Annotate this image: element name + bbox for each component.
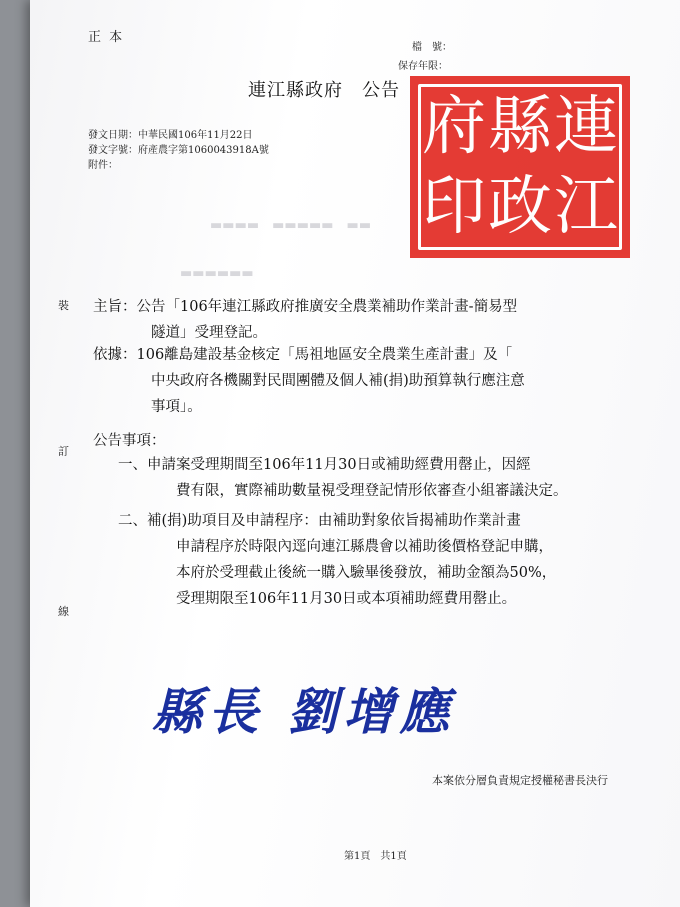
basis-line: 依據：106離島建設基金核定「馬祖地區安全農業生產計畫」及「: [93, 347, 513, 363]
seal-char: 江: [554, 170, 618, 244]
notice-line: 費有限，實際補助數量視受理登記情形依審查小組審議決定。: [176, 483, 568, 499]
document-title: 連江縣政府 公告: [248, 80, 400, 101]
binding-mark-xian: 線: [58, 605, 69, 618]
binding-mark-zhuang: 裝: [58, 299, 69, 312]
notice-line: 一、申請案受理期間至106年11月30日或補助經費用罄止，因經: [118, 457, 531, 473]
seal-char: 連: [554, 90, 618, 164]
notice-line: 本府於受理截止後統一購入驗畢後發放，補助金額為50%，: [176, 565, 557, 581]
notice-line: 受理期限至106年11月30日或本項補助經費用罄止。: [176, 591, 517, 607]
subject-line: 隧道」受理登記。: [151, 325, 267, 341]
binding-mark-ding: 訂: [58, 445, 69, 458]
notice-heading: 公告事項：: [93, 433, 166, 449]
basis-line: 中央政府各機關對民間團體及個人補(捐)助預算執行應注意: [151, 373, 525, 389]
seal-char: 印: [422, 170, 486, 244]
issue-date: 發文日期：中華民國106年11月22日: [88, 130, 253, 141]
basis-section: [93, 342, 653, 420]
magistrate-signature-stamp: 縣長 劉增應: [152, 682, 456, 741]
notice-item-2: [118, 508, 658, 612]
document-number: 發文字號：府產農字第1060043918A號: [88, 145, 269, 156]
bleed-through-text: ▬▬▬▬ ▬▬▬▬▬ ▬▬: [210, 218, 372, 233]
official-seal: [410, 76, 630, 258]
seal-characters: [418, 84, 622, 250]
page-footer: 第1頁 共1頁: [344, 851, 407, 862]
notice-line: 申請程序於時限內逕向連江縣農會以補助後價格登記申購，: [176, 539, 553, 555]
seal-char: 縣: [488, 90, 552, 164]
subject-line: 主旨：公告「106年連江縣政府推廣安全農業補助作業計畫-簡易型: [93, 299, 518, 315]
bleed-through-text: ▬▬▬▬▬▬: [180, 266, 254, 281]
document-page: [30, 0, 680, 907]
seal-char: 政: [488, 170, 552, 244]
basis-line: 事項」。: [151, 399, 202, 415]
retention-label: 保存年限：: [398, 61, 448, 72]
delegation-note: 本案依分層負責規定授權秘書長決行: [432, 774, 608, 787]
subject-section: [93, 294, 653, 346]
notice-line: 二、補(捐)助項目及申請程序：由補助對象依旨揭補助作業計畫: [118, 513, 521, 529]
seal-char: 府: [422, 90, 486, 164]
copy-type-label: 正 本: [88, 30, 125, 45]
file-number-label: 檔 號：: [412, 42, 452, 53]
notice-item-1: [118, 452, 658, 504]
attachment-label: 附件：: [88, 160, 118, 171]
